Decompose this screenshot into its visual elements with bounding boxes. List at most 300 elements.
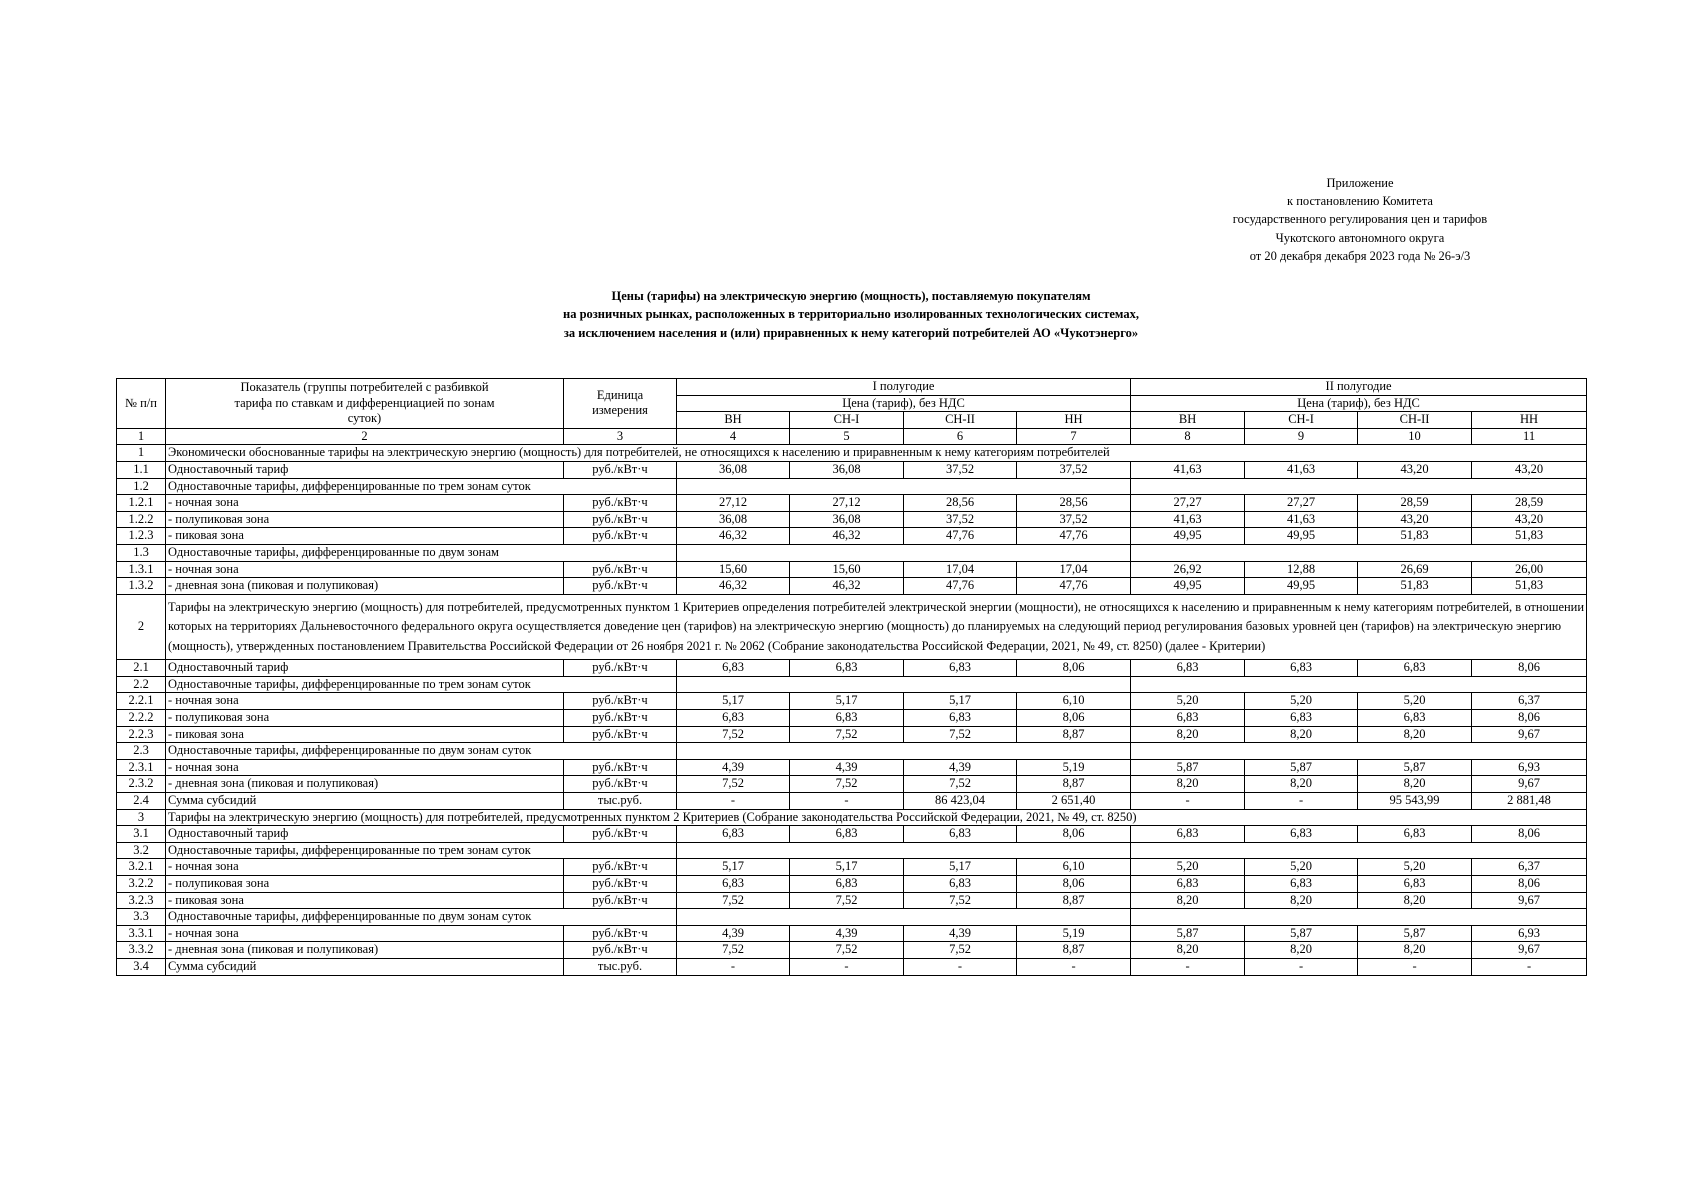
tariff-value: 8,06 [1472, 875, 1587, 892]
tariff-value: 5,87 [1245, 759, 1358, 776]
table-row [117, 693, 1587, 710]
tariff-value: 5,87 [1358, 759, 1472, 776]
tariff-value: 26,00 [1472, 561, 1587, 578]
tariff-value: 17,04 [904, 561, 1017, 578]
table-row [117, 578, 1587, 595]
tariff-value: 5,20 [1245, 859, 1358, 876]
column-number: 2 [166, 428, 564, 445]
tariff-value: 49,95 [1131, 578, 1245, 595]
tariff-value: 8,20 [1358, 776, 1472, 793]
row-number: 2.3.1 [117, 759, 166, 776]
row-unit: руб./кВт·ч [564, 495, 677, 512]
tariff-value: 8,20 [1131, 942, 1245, 959]
table-row [117, 528, 1587, 545]
tariff-value: 7,52 [677, 726, 790, 743]
tariff-value: 6,83 [1358, 826, 1472, 843]
section-row [117, 809, 1587, 826]
tariff-value: 6,83 [790, 660, 904, 677]
tariff-value: 4,39 [790, 759, 904, 776]
group-row [117, 544, 1587, 561]
tariff-value: 49,95 [1245, 578, 1358, 595]
header-indicator: Показатель (группы потребителей с разбивкой тарифа по ставкам и дифференциацией по зонам суток) [166, 379, 564, 429]
tariff-value: 27,27 [1131, 495, 1245, 512]
group-row [117, 478, 1587, 495]
row-number: 2.2 [117, 676, 166, 693]
row-unit: руб./кВт·ч [564, 942, 677, 959]
tariff-value: - [1358, 958, 1472, 975]
tariff-value: 4,39 [677, 925, 790, 942]
tariff-value: 95 543,99 [1358, 792, 1472, 809]
tariff-value: 7,52 [904, 726, 1017, 743]
row-unit: руб./кВт·ч [564, 528, 677, 545]
row-number: 3.1 [117, 826, 166, 843]
tariff-value: 6,83 [1245, 660, 1358, 677]
tariff-value: 2 651,40 [1017, 792, 1131, 809]
table-row [117, 511, 1587, 528]
tariff-value: 5,87 [1131, 759, 1245, 776]
tariff-value: 47,76 [904, 578, 1017, 595]
empty-cell [677, 544, 1131, 561]
column-number: 10 [1358, 428, 1472, 445]
tariff-value: 49,95 [1245, 528, 1358, 545]
tariff-value: 47,76 [1017, 578, 1131, 595]
tariff-value: 5,19 [1017, 759, 1131, 776]
row-label: - ночная зона [166, 693, 564, 710]
tariff-value: 6,93 [1472, 925, 1587, 942]
tariff-value: 6,83 [1131, 710, 1245, 727]
group-row [117, 676, 1587, 693]
annex-line: Чукотского автономного округа [1275, 230, 1445, 245]
tariff-value: 9,67 [1472, 776, 1587, 793]
tariff-value: 4,39 [790, 925, 904, 942]
row-label: Одноставочный тариф [166, 660, 564, 677]
table-row [117, 776, 1587, 793]
group-row [117, 842, 1587, 859]
row-number: 1.2.3 [117, 528, 166, 545]
empty-cell [1131, 743, 1587, 760]
header-level: НН [1017, 412, 1131, 429]
row-unit: руб./кВт·ч [564, 461, 677, 478]
row-label: - ночная зона [166, 495, 564, 512]
column-number: 8 [1131, 428, 1245, 445]
row-label: - пиковая зона [166, 892, 564, 909]
document-title [116, 287, 1586, 342]
group-label: Одноставочные тарифы, дифференцированные по двум зонам суток [166, 743, 677, 760]
tariff-value: 41,63 [1131, 461, 1245, 478]
group-row [117, 909, 1587, 926]
tariff-value: 5,17 [677, 859, 790, 876]
tariff-value: 8,06 [1017, 660, 1131, 677]
row-number: 2.4 [117, 792, 166, 809]
tariff-value: 43,20 [1472, 511, 1587, 528]
tariff-value: 8,06 [1017, 710, 1131, 727]
tariff-value: 6,83 [1358, 660, 1472, 677]
column-number: 6 [904, 428, 1017, 445]
tariff-value: 9,67 [1472, 942, 1587, 959]
empty-cell [1131, 909, 1587, 926]
tariff-value: 7,52 [790, 892, 904, 909]
tariff-value: 4,39 [904, 925, 1017, 942]
tariff-value: 36,08 [790, 511, 904, 528]
row-label: Одноставочный тариф [166, 461, 564, 478]
tariff-value: 7,52 [677, 776, 790, 793]
tariff-value: 9,67 [1472, 892, 1587, 909]
row-unit: руб./кВт·ч [564, 561, 677, 578]
tariff-value: - [904, 958, 1017, 975]
row-number: 1.3.1 [117, 561, 166, 578]
header-half-2: II полугодие [1131, 379, 1587, 396]
tariff-value: 27,27 [1245, 495, 1358, 512]
tariff-value: 6,83 [1358, 875, 1472, 892]
tariff-value: - [1131, 958, 1245, 975]
tariff-value: 51,83 [1358, 578, 1472, 595]
tariff-value: 26,92 [1131, 561, 1245, 578]
tariff-value: 7,52 [790, 726, 904, 743]
tariff-value: 46,32 [677, 528, 790, 545]
tariff-value: 5,20 [1245, 693, 1358, 710]
tariff-value: 86 423,04 [904, 792, 1017, 809]
row-number: 1.3.2 [117, 578, 166, 595]
empty-cell [1131, 842, 1587, 859]
tariff-value: - [790, 792, 904, 809]
annex-line: государственного регулирования цен и тарифов [1232, 212, 1488, 227]
row-unit: руб./кВт·ч [564, 875, 677, 892]
column-number: 1 [117, 428, 166, 445]
tariff-value: 7,52 [677, 942, 790, 959]
tariff-value: 12,88 [1245, 561, 1358, 578]
header-unit: Единица измерения [564, 379, 677, 429]
tariff-value: 7,52 [790, 942, 904, 959]
tariff-value: 43,20 [1358, 511, 1472, 528]
tariff-value: 8,20 [1245, 776, 1358, 793]
header-half-1: I полугодие [677, 379, 1131, 396]
tariff-value: 5,20 [1358, 693, 1472, 710]
tariff-value: 27,12 [790, 495, 904, 512]
table-row [117, 859, 1587, 876]
row-unit: руб./кВт·ч [564, 660, 677, 677]
tariff-value: 46,32 [677, 578, 790, 595]
tariff-value: 7,52 [677, 892, 790, 909]
row-unit: руб./кВт·ч [564, 693, 677, 710]
title-line: за исключением населения и (или) приравненных к нему категорий потребителей АО «Чукотэнерго» [563, 325, 1139, 340]
row-number: 1.3 [117, 544, 166, 561]
tariff-value: 8,06 [1017, 826, 1131, 843]
column-number: 5 [790, 428, 904, 445]
table-row [117, 958, 1587, 975]
tariff-value: 15,60 [790, 561, 904, 578]
header-level: СН-II [1358, 412, 1472, 429]
tariff-value: 47,76 [1017, 528, 1131, 545]
tariff-value: 5,17 [904, 693, 1017, 710]
tariff-value: 5,87 [1358, 925, 1472, 942]
tariff-value: 28,56 [904, 495, 1017, 512]
tariff-value: 8,20 [1131, 726, 1245, 743]
tariff-value: - [1245, 958, 1358, 975]
row-label: - полупиковая зона [166, 511, 564, 528]
row-unit: руб./кВт·ч [564, 776, 677, 793]
tariff-value: 41,63 [1131, 511, 1245, 528]
tariff-value: 51,83 [1472, 578, 1587, 595]
tariff-value: 5,20 [1131, 859, 1245, 876]
tariff-value: 8,20 [1131, 892, 1245, 909]
tariff-value: 5,20 [1131, 693, 1245, 710]
empty-cell [677, 743, 1131, 760]
row-unit: руб./кВт·ч [564, 925, 677, 942]
row-label: - ночная зона [166, 925, 564, 942]
tariff-value: 6,83 [677, 660, 790, 677]
tariff-value: 8,06 [1472, 826, 1587, 843]
tariff-value: 28,56 [1017, 495, 1131, 512]
tariff-value: 5,17 [790, 859, 904, 876]
tariff-table [116, 378, 1587, 976]
row-number: 1 [117, 445, 166, 462]
row-number: 2.3.2 [117, 776, 166, 793]
tariff-value: 7,52 [904, 776, 1017, 793]
row-number: 1.1 [117, 461, 166, 478]
tariff-value: 36,08 [677, 511, 790, 528]
header-level: ВН [677, 412, 790, 429]
row-label: - пиковая зона [166, 726, 564, 743]
table-row [117, 710, 1587, 727]
tariff-value: 6,83 [904, 875, 1017, 892]
empty-cell [677, 478, 1131, 495]
tariff-value: 28,59 [1358, 495, 1472, 512]
header-num: № п/п [117, 379, 166, 429]
tariff-value: 6,83 [1245, 875, 1358, 892]
row-number: 3.2 [117, 842, 166, 859]
tariff-value: 6,10 [1017, 859, 1131, 876]
row-number: 2.2.3 [117, 726, 166, 743]
tariff-value: 8,87 [1017, 776, 1131, 793]
tariff-value: 43,20 [1358, 461, 1472, 478]
table-row [117, 495, 1587, 512]
header-price-2: Цена (тариф), без НДС [1131, 395, 1587, 412]
tariff-value: - [677, 958, 790, 975]
tariff-value: 6,83 [1131, 826, 1245, 843]
tariff-value: 49,95 [1131, 528, 1245, 545]
tariff-value: - [1017, 958, 1131, 975]
header-level: СН-I [1245, 412, 1358, 429]
tariff-value: 37,52 [904, 461, 1017, 478]
header-price-1: Цена (тариф), без НДС [677, 395, 1131, 412]
header-level: НН [1472, 412, 1587, 429]
tariff-value: 9,67 [1472, 726, 1587, 743]
annex-line: Приложение [1326, 176, 1394, 190]
row-number: 1.2.2 [117, 511, 166, 528]
tariff-value: 8,06 [1017, 875, 1131, 892]
tariff-value: 36,08 [790, 461, 904, 478]
tariff-value: 6,83 [904, 660, 1017, 677]
section-row [117, 594, 1587, 660]
row-number: 2.3 [117, 743, 166, 760]
tariff-value: 43,20 [1472, 461, 1587, 478]
column-number: 4 [677, 428, 790, 445]
row-number: 3.3.2 [117, 942, 166, 959]
tariff-value: 7,52 [904, 942, 1017, 959]
tariff-value: 6,37 [1472, 859, 1587, 876]
group-label: Одноставочные тарифы, дифференцированные по двум зонам [166, 544, 677, 561]
tariff-value: - [1245, 792, 1358, 809]
table-row [117, 792, 1587, 809]
tariff-value: 6,83 [677, 875, 790, 892]
column-number: 9 [1245, 428, 1358, 445]
column-numbers-row [117, 428, 1587, 445]
tariff-value: 26,69 [1358, 561, 1472, 578]
tariff-value: 8,87 [1017, 726, 1131, 743]
section-title: Тарифы на электрическую энергию (мощность) для потребителей, предусмотренных пунктом 2 Критериев (Собрание законодательства Российской Федерации, 2021, № 49, ст. 8250) [166, 809, 1587, 826]
row-unit: руб./кВт·ч [564, 826, 677, 843]
tariff-value: 8,87 [1017, 942, 1131, 959]
tariff-value: 6,83 [1131, 660, 1245, 677]
tariff-value: 5,87 [1245, 925, 1358, 942]
row-number: 2.2.1 [117, 693, 166, 710]
tariff-value: 6,83 [790, 826, 904, 843]
row-number: 2.1 [117, 660, 166, 677]
row-label: - пиковая зона [166, 528, 564, 545]
annex-line: к постановлению Комитета [1287, 194, 1433, 209]
row-label: Сумма субсидий [166, 792, 564, 809]
row-unit: тыс.руб. [564, 792, 677, 809]
row-number: 3.4 [117, 958, 166, 975]
tariff-value: 41,63 [1245, 461, 1358, 478]
tariff-value: 15,60 [677, 561, 790, 578]
empty-cell [1131, 478, 1587, 495]
row-label: - ночная зона [166, 561, 564, 578]
tariff-value: 8,20 [1131, 776, 1245, 793]
group-row [117, 743, 1587, 760]
group-label: Одноставочные тарифы, дифференцированные по трем зонам суток [166, 842, 677, 859]
tariff-value: 5,17 [790, 693, 904, 710]
tariff-value: 6,83 [904, 710, 1017, 727]
tariff-value: 6,83 [790, 710, 904, 727]
tariff-value: 8,20 [1358, 726, 1472, 743]
tariff-value: 46,32 [790, 528, 904, 545]
tariff-value: 47,76 [904, 528, 1017, 545]
table-row [117, 826, 1587, 843]
tariff-value: 5,20 [1358, 859, 1472, 876]
tariff-value: 41,63 [1245, 511, 1358, 528]
tariff-value: 8,20 [1245, 942, 1358, 959]
column-number: 11 [1472, 428, 1587, 445]
tariff-value: - [1472, 958, 1587, 975]
annex-line: от 20 декабря декабря 2023 года № 26-э/3 [1249, 248, 1471, 263]
tariff-value: 5,19 [1017, 925, 1131, 942]
row-label: - дневная зона (пиковая и полупиковая) [166, 578, 564, 595]
tariff-value: 37,52 [1017, 511, 1131, 528]
column-number: 7 [1017, 428, 1131, 445]
row-label: Одноставочный тариф [166, 826, 564, 843]
row-number: 3.3 [117, 909, 166, 926]
group-label: Одноставочные тарифы, дифференцированные по трем зонам суток [166, 676, 677, 693]
tariff-value: 6,83 [790, 875, 904, 892]
table-row [117, 875, 1587, 892]
tariff-value: 7,52 [904, 892, 1017, 909]
title-line: на розничных рынках, расположенных в территориально изолированных технологических системах, [563, 307, 1139, 322]
section-title: Экономически обоснованные тарифы на электрическую энергию (мощность) для потребителей, не относящихся к населению и приравненным к нему категориям потребителей [166, 445, 1587, 462]
annex-block [1150, 174, 1570, 265]
table-body [117, 445, 1587, 975]
tariff-value: 6,83 [1131, 875, 1245, 892]
header-level: СН-II [904, 412, 1017, 429]
table-row [117, 726, 1587, 743]
tariff-value: 37,52 [904, 511, 1017, 528]
tariff-value: 8,20 [1245, 892, 1358, 909]
row-number: 3 [117, 809, 166, 826]
tariff-value: 5,17 [677, 693, 790, 710]
tariff-value: 8,06 [1472, 710, 1587, 727]
tariff-value: 8,20 [1245, 726, 1358, 743]
section-row [117, 445, 1587, 462]
tariff-value: - [1131, 792, 1245, 809]
row-number: 2.2.2 [117, 710, 166, 727]
group-label: Одноставочные тарифы, дифференцированные по трем зонам суток [166, 478, 677, 495]
tariff-value: 36,08 [677, 461, 790, 478]
tariff-value: 6,83 [677, 710, 790, 727]
table-row [117, 461, 1587, 478]
empty-cell [1131, 544, 1587, 561]
row-label: Сумма субсидий [166, 958, 564, 975]
empty-cell [677, 842, 1131, 859]
tariff-value: 51,83 [1358, 528, 1472, 545]
tariff-value: 6,10 [1017, 693, 1131, 710]
tariff-value: 4,39 [677, 759, 790, 776]
tariff-value: 27,12 [677, 495, 790, 512]
header-level: СН-I [790, 412, 904, 429]
title-line: Цены (тарифы) на электрическую энергию (мощность), поставляемую покупателям [611, 289, 1091, 303]
tariff-value: 6,83 [1358, 710, 1472, 727]
table-row [117, 759, 1587, 776]
row-label: - полупиковая зона [166, 875, 564, 892]
section-title: Тарифы на электрическую энергию (мощность) для потребителей, предусмотренных пунктом 1 Критериев определения потребителей электрической энергии (мощности), не относящихся к населению и приравненным к нему категориям потребителей, в отношении которых на территориях Дальневосточного федерального округа осуществляется доведение цен (тарифов) на электрическую энергию (мощность) до планируемых на следующий период регулирования базовых уровней цен (тарифов) на электрическую энергию (мощность), утвержденных постановлением Правительства Российской Федерации от 26 ноября 2021 г. № 2062 (Собрание законодательства Российской Федерации, 2021, № 49, ст. 8250) (далее - Критерии) [166, 594, 1587, 660]
tariff-value: 5,87 [1131, 925, 1245, 942]
column-number: 3 [564, 428, 677, 445]
row-unit: руб./кВт·ч [564, 892, 677, 909]
tariff-value: 7,52 [790, 776, 904, 793]
tariff-value: 6,83 [1245, 826, 1358, 843]
row-number: 3.2.3 [117, 892, 166, 909]
tariff-value: 28,59 [1472, 495, 1587, 512]
empty-cell [677, 909, 1131, 926]
row-label: - полупиковая зона [166, 710, 564, 727]
row-unit: руб./кВт·ч [564, 710, 677, 727]
tariff-value: 6,83 [1245, 710, 1358, 727]
row-number: 3.2.1 [117, 859, 166, 876]
row-unit: руб./кВт·ч [564, 759, 677, 776]
table-row [117, 925, 1587, 942]
tariff-value: 4,39 [904, 759, 1017, 776]
header-level: ВН [1131, 412, 1245, 429]
tariff-value: 6,83 [677, 826, 790, 843]
tariff-value: 8,20 [1358, 892, 1472, 909]
tariff-value: 5,17 [904, 859, 1017, 876]
row-label: - дневная зона (пиковая и полупиковая) [166, 942, 564, 959]
row-label: - ночная зона [166, 759, 564, 776]
row-unit: руб./кВт·ч [564, 859, 677, 876]
empty-cell [1131, 676, 1587, 693]
row-number: 3.3.1 [117, 925, 166, 942]
tariff-value: 51,83 [1472, 528, 1587, 545]
table-header [117, 379, 1587, 445]
tariff-value: 46,32 [790, 578, 904, 595]
row-unit: руб./кВт·ч [564, 726, 677, 743]
row-number: 1.2 [117, 478, 166, 495]
tariff-value: 17,04 [1017, 561, 1131, 578]
tariff-value: 6,37 [1472, 693, 1587, 710]
tariff-value: 8,87 [1017, 892, 1131, 909]
table-row [117, 660, 1587, 677]
tariff-value: - [677, 792, 790, 809]
row-unit: руб./кВт·ч [564, 578, 677, 595]
